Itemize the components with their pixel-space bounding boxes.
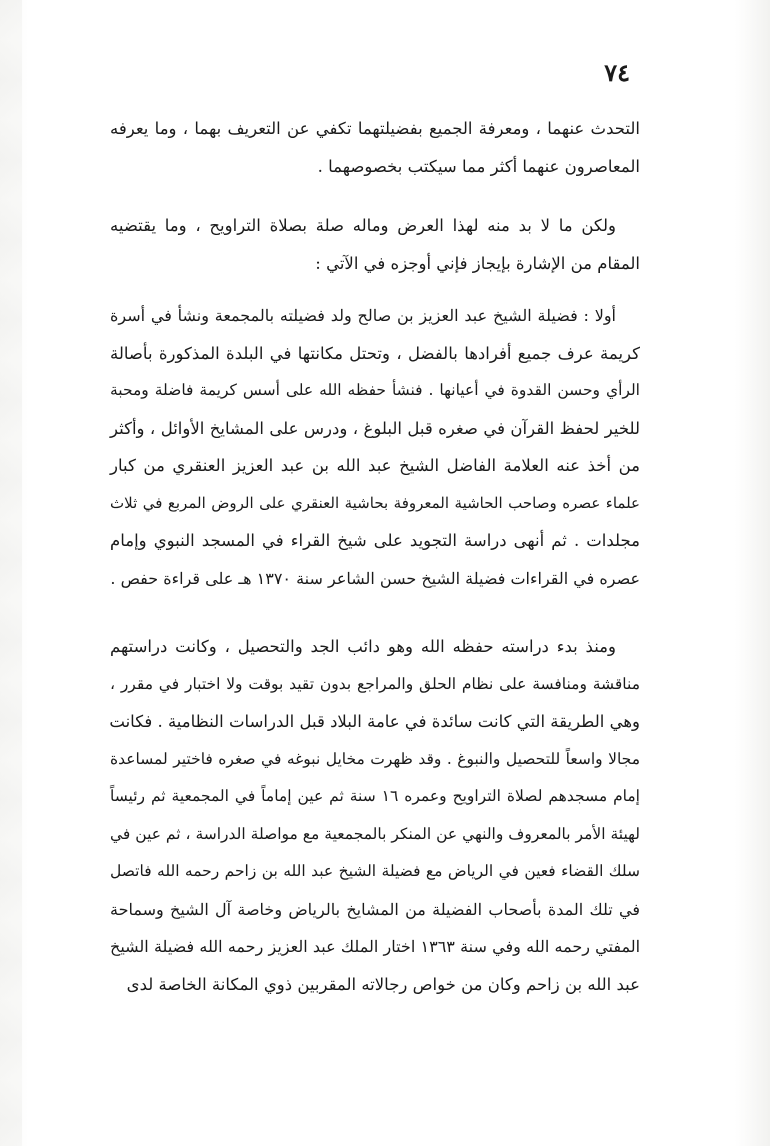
text-line: عبد الله بن زاحم وكان من خواص رجالاته المقربين ذوي المكانة الخاصة لدى (126, 974, 640, 994)
text-line: إمام مسجدهم لصلاة التراويح وعمره ١٦ سنة ثم عين إماماً في المجمعية ثم رئيساً (110, 787, 640, 805)
text-line: مجالا واسعاً للتحصيل والنبوغ . وقد ظهرت مخايل نبوغه في صغره فاختير لمساعدة (110, 749, 640, 768)
text-line: ولكن ما لا بد منه لهذا العرض وماله صلة بصلاة التراويح ، وما يقتضيه (110, 216, 616, 235)
paragraph-3 (110, 297, 640, 597)
paragraph-2 (110, 207, 640, 282)
page-edge-shadow (0, 0, 22, 1146)
text-line: وهي الطريقة التي كانت سائدة في عامة البلاد قبل الدراسات النظامية . فكانت (109, 712, 640, 731)
paragraph-1 (110, 110, 640, 185)
text-line: علماء عصره وصاحب الحاشية المعروفة بحاشية العنقري على الروض المربع في ثلاث (110, 493, 640, 512)
text-line: سلك القضاء فعين في الرياض مع فضيلة الشيخ عبد الله بن زاحم رحمه الله فاتصل (110, 862, 640, 880)
paragraph-4 (110, 628, 640, 1003)
text-line: للخير لحفظ القرآن في صغره قبل البلوغ ، ودرس على المشايخ الأوائل ، وأكثر (110, 418, 640, 438)
text-line: في تلك المدة بأصحاب الفضيلة من المشايخ بالرياض وخاصة آل الشيخ وسماحة (110, 899, 640, 919)
text-line: لهيئة الأمر بالمعروف والنهي عن المنكر بالمجمعية مع مواصلة الدراسة ، ثم عين في (110, 824, 640, 843)
text-line: التحدث عنهما ، ومعرفة الجميع بفضيلتهما تكفي عن التعريف بهما ، وما يعرفه (110, 119, 640, 138)
text-line: مجلدات . ثم أنهى دراسة التجويد على شيخ القراء في المسجد النبوي وإمام (110, 531, 640, 550)
page-number: ٧٤ (604, 58, 630, 87)
text-line: ومنذ بدء دراسته حفظه الله وهو دائب الجد والتحصيل ، وكانت دراستهم (110, 637, 616, 656)
text-line: أولا : فضيلة الشيخ عبد العزيز بن صالح ولد فضيلته بالمجمعة ونشأ في أسرة (110, 306, 616, 325)
text-line: عصره في القراءات فضيلة الشيخ حسن الشاعر سنة ١٣٧٠ هـ على قراءة حفص . (110, 568, 640, 588)
text-line: مناقشة ومنافسة على نظام الحلق والمراجع بدون تقيد بوقت ولا اختبار في مقرر ، (110, 674, 640, 693)
text-line: المفتي رحمه الله وفي سنة ١٣٦٣ اختار الملك عبد العزيز رحمه الله فضيلة الشيخ (110, 937, 641, 956)
text-line: كريمة عرف جميع أفرادها بالفضل ، وتحتل مكانتها في البلدة المذكورة بأصالة (110, 343, 640, 363)
text-line: المعاصرون عنهما أكثر مما سيكتب بخصوصهما . (317, 156, 640, 176)
text-line: الرأي وحسن القدوة في أعيانها . فنشأ حفظه الله على أسس كريمة فاضلة ومحبة (110, 381, 640, 399)
text-line: المقام من الإشارة بإيجاز فإني أوجزه في الآتي : (315, 253, 640, 273)
text-line: من أخذ عنه العلامة الفاضل الشيخ عبد الله بن عبد العزيز العنقري من كبار (110, 456, 640, 475)
